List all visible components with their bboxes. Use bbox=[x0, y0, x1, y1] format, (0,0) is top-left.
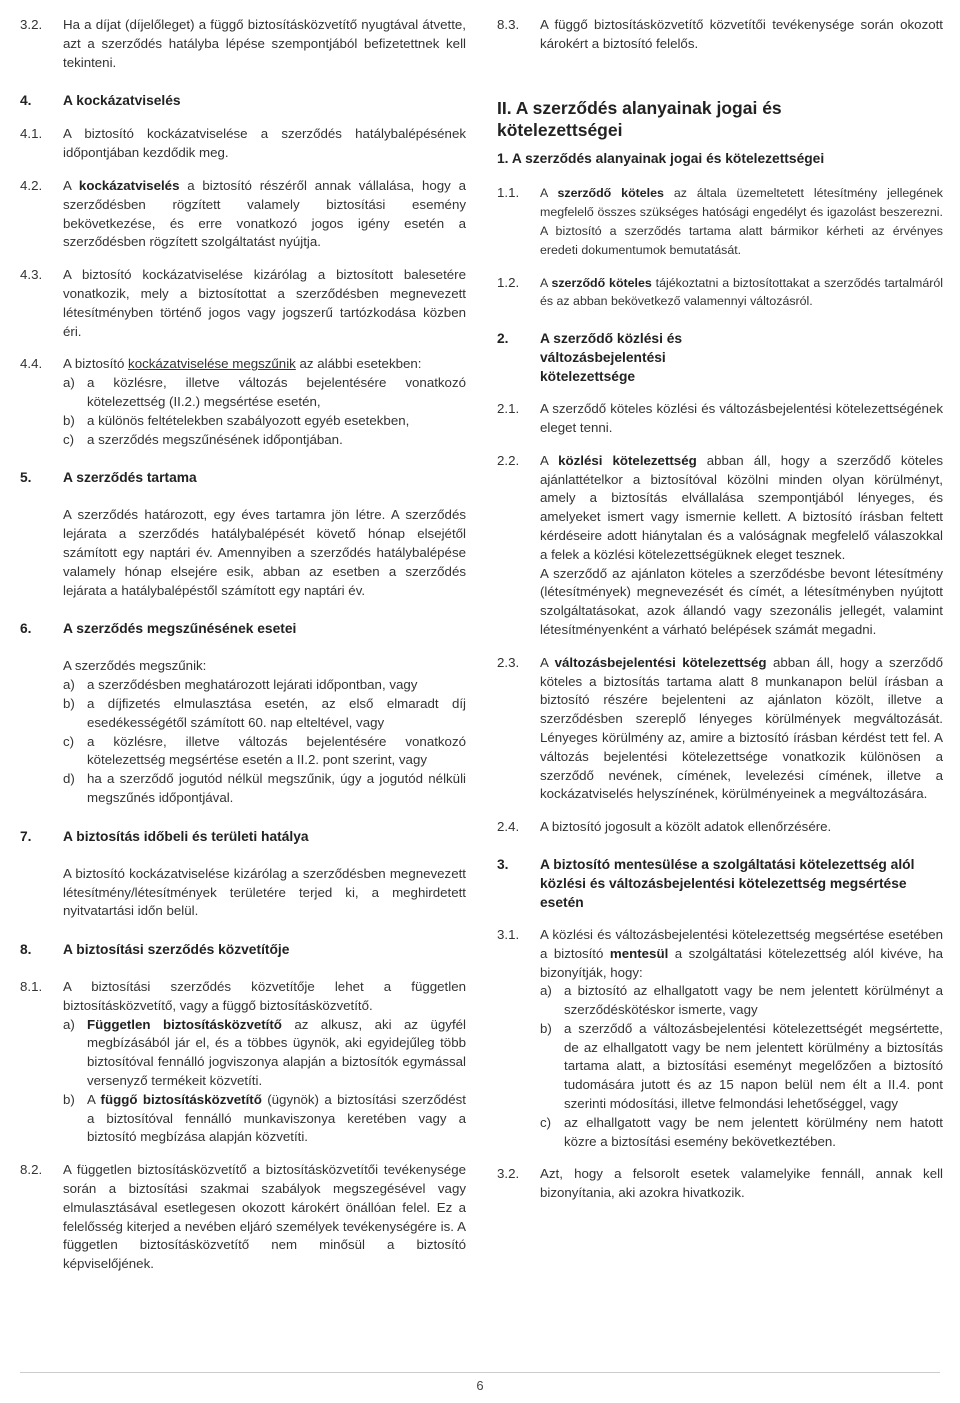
clause-number: 4.1. bbox=[20, 126, 43, 142]
clause-3-2-right bbox=[497, 1165, 943, 1203]
clause-number: 1.1. bbox=[497, 185, 520, 201]
section-number: 7. bbox=[20, 828, 32, 844]
section-heading-5 bbox=[20, 468, 466, 487]
list-letter: b) bbox=[540, 1020, 552, 1036]
section-heading-1: 1. A szerződés alanyainak jogai és kötelezettségei bbox=[497, 150, 825, 166]
clause-text: A biztosítási szerződés közvetítője lehet a független biztosításközvetítő, vagy a függő biztosításközvetítő. bbox=[63, 979, 466, 1013]
clause-number: 2.4. bbox=[497, 819, 520, 835]
clause-number: 4.2. bbox=[20, 177, 43, 193]
list-text: az elhallgatott vagy be nem jelentett körülmény nem hatott közre a biztosítási esemény bekövetkeztében. bbox=[564, 1114, 943, 1149]
list-item-b bbox=[63, 1091, 466, 1147]
clause-number: 2.1. bbox=[497, 401, 520, 417]
clause-3-1 bbox=[497, 926, 943, 1152]
list-letter: c) bbox=[63, 431, 75, 447]
section-number: 8. bbox=[20, 942, 32, 958]
clause-4-3 bbox=[20, 266, 466, 341]
list-letter: c) bbox=[63, 733, 75, 749]
clause-number: 3.2. bbox=[20, 17, 43, 32]
list-item-a bbox=[63, 676, 466, 695]
chapter-heading-II: II. A szerződés alanyainak jogai és kötelezettségei bbox=[497, 97, 782, 140]
text-part: a biztosító részéről annak vállalása, hogy a szerződésben rögzített valamely biztosítási esemény bekövetkezése, és erre vonatkozó jogos igény esetén a szerződésben rögzített szolgáltatást nyújtja. bbox=[63, 177, 466, 250]
clause-number: 8.3. bbox=[497, 17, 520, 32]
text-part: az alkusz, aki az ügyfél megbízásából jár el, és a többes ügynök, aki egyidejűleg több biztosítóval fennálló jogviszonya alapján a biztosítók egymással versenyző termékeit közvetíti. bbox=[87, 1016, 466, 1089]
list-letter: a) bbox=[63, 1016, 75, 1032]
clause-text bbox=[540, 184, 943, 259]
clause-2-1 bbox=[497, 400, 943, 438]
section-title: A biztosító mentesülése a szolgáltatási kötelezettség alól közlési és változásbejelentési kötelezettség megsértése esetén bbox=[540, 856, 915, 910]
section-7-body bbox=[63, 865, 466, 921]
section-title: A szerződés tartama bbox=[63, 470, 197, 486]
bold-term: közlési kötelezettség bbox=[558, 452, 697, 468]
clause-number: 2.2. bbox=[497, 452, 520, 468]
right-column bbox=[497, 16, 943, 1203]
list-text: a közlésre, illetve változás bejelentésére vonatkozó kötelezettség (II.2.) megsértése esetén, bbox=[87, 375, 466, 409]
clause-2-2 bbox=[497, 452, 943, 640]
bold-term: változásbejelentési kötelezettség bbox=[554, 654, 767, 670]
clause-text: A független biztosításközvetítő a biztosításközvetítői tevékenysége során a biztosítási szakmai szabályok megszegésével vagy elmulasztásával esetlegesen okozott károkért önállóan felel. Ez a felelősség kiterjed a nevében eljáró személyek tevékenységére is. A független biztosításközvetítő nem minősül a biztosító képviselőjének. bbox=[63, 1162, 466, 1272]
text-part: A bbox=[540, 654, 555, 670]
section-title: A biztosítási szerződés közvetítője bbox=[63, 942, 290, 958]
clause-text: A szerződő köteles közlési és változásbejelentési kötelezettségének eleget tenni. bbox=[540, 401, 943, 435]
text-part: A bbox=[63, 177, 79, 193]
section-number: 2. bbox=[497, 331, 509, 347]
clause-8-1 bbox=[20, 978, 466, 1147]
clause-4-4 bbox=[20, 355, 466, 449]
paragraph: A szerződés megszűnik: bbox=[63, 658, 207, 674]
list-text bbox=[87, 1016, 466, 1091]
list-item-a bbox=[63, 374, 466, 412]
text-part: az általa üzemeltetett létesítmény jellegének megfelelő összes szükséges hatósági engedélyt és igazolást beszerezni. A biztosító a szerződés tartama alatt bármikor kérheti az érvényes eredeti dokumentumok bemutatását. bbox=[540, 186, 943, 257]
text-part: A bbox=[540, 186, 558, 201]
clause-text: Ha a díjat (díjelőleget) a függő biztosításközvetítő nyugtával átvette, azt a szerződés hatályba lépése szempontjából befizetettnek kell tekinteni. bbox=[63, 17, 466, 70]
clause-number: 4.4. bbox=[20, 356, 43, 372]
list-letter: b) bbox=[63, 695, 75, 711]
bold-term: szerződő köteles bbox=[557, 186, 664, 201]
section-5-body bbox=[63, 506, 466, 600]
clause-text: A szerződő az ajánlaton köteles a szerződésbe bevont létesítmény (létesítmények) megnevezését és címét, a létesítményben nyújtott szolgáltatásokat, azok állandó vagy szezonális jellegét, valamint létesítményenként a várható belépések számát megadni. bbox=[540, 565, 943, 637]
section-title: A biztosítás időbeli és területi hatálya bbox=[63, 828, 309, 844]
text-part: abban áll, hogy a szerződő köteles ajánlattételkor a biztosítóval közölni minden olyan körülményt, amely a biztosítás elvállalása szempontjából lényeges, és amelyeket ismert vagy ismernie kellett. A biztosító írásban feltett kérdéseire adott hiánytalan és a valóságnak megfelelő válaszokkal a felek a közlési kötelezettségüknek eleget tesznek. bbox=[540, 452, 944, 562]
clause-text bbox=[540, 452, 943, 565]
text-part: A biztosító bbox=[63, 356, 129, 372]
clause-text: A függő biztosításközvetítő közvetítői tevékenysége során okozott károkért a biztosító felelős. bbox=[540, 17, 943, 51]
section-6-body bbox=[63, 657, 466, 807]
footer-divider bbox=[20, 1372, 940, 1373]
text-part: A bbox=[87, 1091, 101, 1107]
section-heading-8 bbox=[20, 940, 466, 959]
clause-text bbox=[540, 274, 943, 312]
text-part: a szolgáltatási kötelezettség alól kivéve, ha bizonyítják, hogy: bbox=[540, 945, 943, 980]
bold-term: függő biztosításközvetítő bbox=[100, 1091, 262, 1107]
clause-number: 4.3. bbox=[20, 267, 43, 283]
clause-text bbox=[540, 654, 943, 804]
clause-2-4 bbox=[497, 818, 943, 837]
clause-number: 8.1. bbox=[20, 979, 43, 995]
list-letter: a) bbox=[540, 983, 552, 999]
section-number: 6. bbox=[20, 621, 32, 637]
section-heading-7 bbox=[20, 827, 466, 846]
clause-text: Azt, hogy a felsorolt esetek valamelyike fennáll, annak kell bizonyítania, aki azokra hivatkozik. bbox=[540, 1166, 943, 1201]
left-column bbox=[20, 16, 466, 1274]
clause-text bbox=[63, 177, 466, 252]
list-item-a bbox=[63, 1016, 466, 1091]
clause-text: A biztosító jogosult a közölt adatok ellenőrzésére. bbox=[540, 819, 832, 835]
list-text: ha a szerződő jogutód nélkül megszűnik, úgy a jogutód nélküli megszűnés időpontjával. bbox=[87, 771, 466, 805]
list-item-c bbox=[63, 733, 466, 771]
list-letter: b) bbox=[63, 412, 75, 428]
list-letter: d) bbox=[63, 771, 75, 787]
clause-3-2 bbox=[20, 16, 466, 72]
clause-4-1 bbox=[20, 125, 466, 163]
text-part: tájékoztatni a biztosítottakat a szerződés tartalmáról és az abban bekövetkező valamennyi változásról. bbox=[540, 275, 943, 309]
section-number: 3. bbox=[497, 856, 509, 872]
paragraph: A biztosító kockázatviselése kizárólag a szerződésben megnevezett létesítmény/létesítmények területére terjed ki, a meghirdetett nyitvatartási időn belül. bbox=[63, 865, 466, 919]
clause-text bbox=[63, 355, 466, 374]
clause-number: 3.2. bbox=[497, 1166, 520, 1182]
list-text: a szerződésben meghatározott lejárati időpontban, vagy bbox=[87, 677, 418, 693]
clause-text bbox=[540, 926, 943, 982]
clause-number: 1.2. bbox=[497, 274, 520, 290]
section-number: 5. bbox=[20, 470, 32, 486]
underlined-term: kockázatviselése megszűnik bbox=[128, 356, 296, 372]
text-part: A bbox=[540, 452, 559, 468]
clause-8-3 bbox=[497, 16, 943, 54]
list-text: a közlésre, illetve változás bejelentésére vonatkozó kötelezettség megsértése esetén a II.2. pont szerint, vagy bbox=[87, 733, 466, 768]
section-heading-6 bbox=[20, 619, 466, 638]
list-text bbox=[87, 1091, 466, 1147]
list-item-d bbox=[63, 770, 466, 808]
clause-1-1 bbox=[497, 184, 943, 259]
list-item-c bbox=[540, 1114, 943, 1152]
page-number: 6 bbox=[476, 1378, 484, 1393]
list-text: a szerződő a változásbejelentési kötelezettségét megsértette, de az elhallgatott vagy be nem jelentett körülmény a biztosítás tartama alatt, a biztosítási eseményt megelőzően a biztosító tudomására jutott és az 15 napon belül nem élt a II.4. pont szerinti módosítási, illetve felmondási lehetőséggel, vagy bbox=[564, 1020, 943, 1112]
list-letter: a) bbox=[63, 375, 75, 391]
clause-4-2 bbox=[20, 177, 466, 252]
bold-term: mentesül bbox=[609, 945, 669, 961]
list-item-b bbox=[540, 1020, 943, 1114]
text-part: (ügynök) a biztosítási szerződést a biztosítóval fennálló munkaviszonya keretében vagy a biztosító megbízása alapján közvetíti. bbox=[87, 1091, 466, 1145]
section-number: 4. bbox=[20, 93, 32, 109]
section-title: A szerződés megszűnésének esetei bbox=[63, 621, 297, 637]
bold-term: Független biztosításközvetítő bbox=[87, 1016, 282, 1032]
list-text: a szerződés megszűnésének időpontjában. bbox=[87, 431, 343, 447]
list-item-b bbox=[63, 695, 466, 733]
text-part: abban áll, hogy a szerződő köteles a biztosítás tartama alatt 8 munkanapon belül írásban a biztosító részére bejelenteni az ajánlaton közölt, illetve a szerződésben szereplő lényeges körülmények megváltozását. Lényeges körülmény az, amire a biztosító írásban kérdést tett fel. A változás bejelentési kötelezettsége vonatkozik különösen a szerződő nevének, címének, levelezési címének, illetve a kockázatviselés helyszínének, körülményeinek a megváltozására. bbox=[540, 654, 943, 802]
bold-term: szerződő köteles bbox=[551, 275, 652, 290]
clause-2-3 bbox=[497, 654, 943, 804]
list-item-c bbox=[63, 431, 466, 450]
list-letter: a) bbox=[63, 677, 75, 693]
list-text: a biztosító az elhallgatott vagy be nem jelentett körülményt a szerződéskötéskor ismerte, vagy bbox=[564, 983, 943, 1018]
clause-1-2 bbox=[497, 274, 943, 312]
list-item-a bbox=[540, 982, 943, 1020]
paragraph: A szerződés határozott, egy éves tartamra jön létre. A szerződés lejárata a szerződés hatálybalépését követő hónap elsejétől számított egy naptári év. Amennyiben a szerződés hatálybalépése valamely hónap elsejére esik, abban az esetben a szerződés lejárata a hatálybalépéstől számított egy naptári év. bbox=[63, 507, 466, 598]
list-letter: c) bbox=[540, 1114, 552, 1130]
section-title: A kockázatviselés bbox=[63, 93, 181, 109]
bold-term: kockázatviselés bbox=[78, 177, 180, 193]
section-heading-2 bbox=[497, 329, 943, 386]
text-part: A bbox=[540, 275, 552, 290]
section-title: A szerződő közlési és változásbejelentési kötelezettsége bbox=[540, 331, 683, 385]
list-text: a díjfizetés elmulasztása esetén, az első elmaradt díj esedékességétől számított 60. nap elteltével, vagy bbox=[87, 695, 466, 730]
section-heading-4 bbox=[20, 91, 466, 110]
text-part: A közlési és változásbejelentési kötelezettség megsértése esetében a biztosító bbox=[540, 926, 943, 961]
clause-number: 3.1. bbox=[497, 926, 520, 942]
clause-number: 8.2. bbox=[20, 1162, 43, 1178]
section-heading-3 bbox=[497, 855, 943, 912]
text-part: az alábbi esetekben: bbox=[295, 356, 422, 372]
list-item-b bbox=[63, 412, 466, 431]
list-text: a különös feltételekben szabályozott egyéb esetekben, bbox=[87, 412, 410, 428]
clause-8-2 bbox=[20, 1161, 466, 1274]
list-letter: b) bbox=[63, 1091, 75, 1107]
clause-number: 2.3. bbox=[497, 654, 520, 670]
clause-text: A biztosító kockázatviselése a szerződés hatálybalépésének időpontjában kezdődik meg. bbox=[63, 126, 466, 161]
clause-text: A biztosító kockázatviselése kizárólag a biztosított balesetére vonatkozik, mely a biztosítottat a szerződésben megnevezett létesítményben történő jogos vagy jogszerű tartózkodása közben éri. bbox=[63, 267, 466, 339]
